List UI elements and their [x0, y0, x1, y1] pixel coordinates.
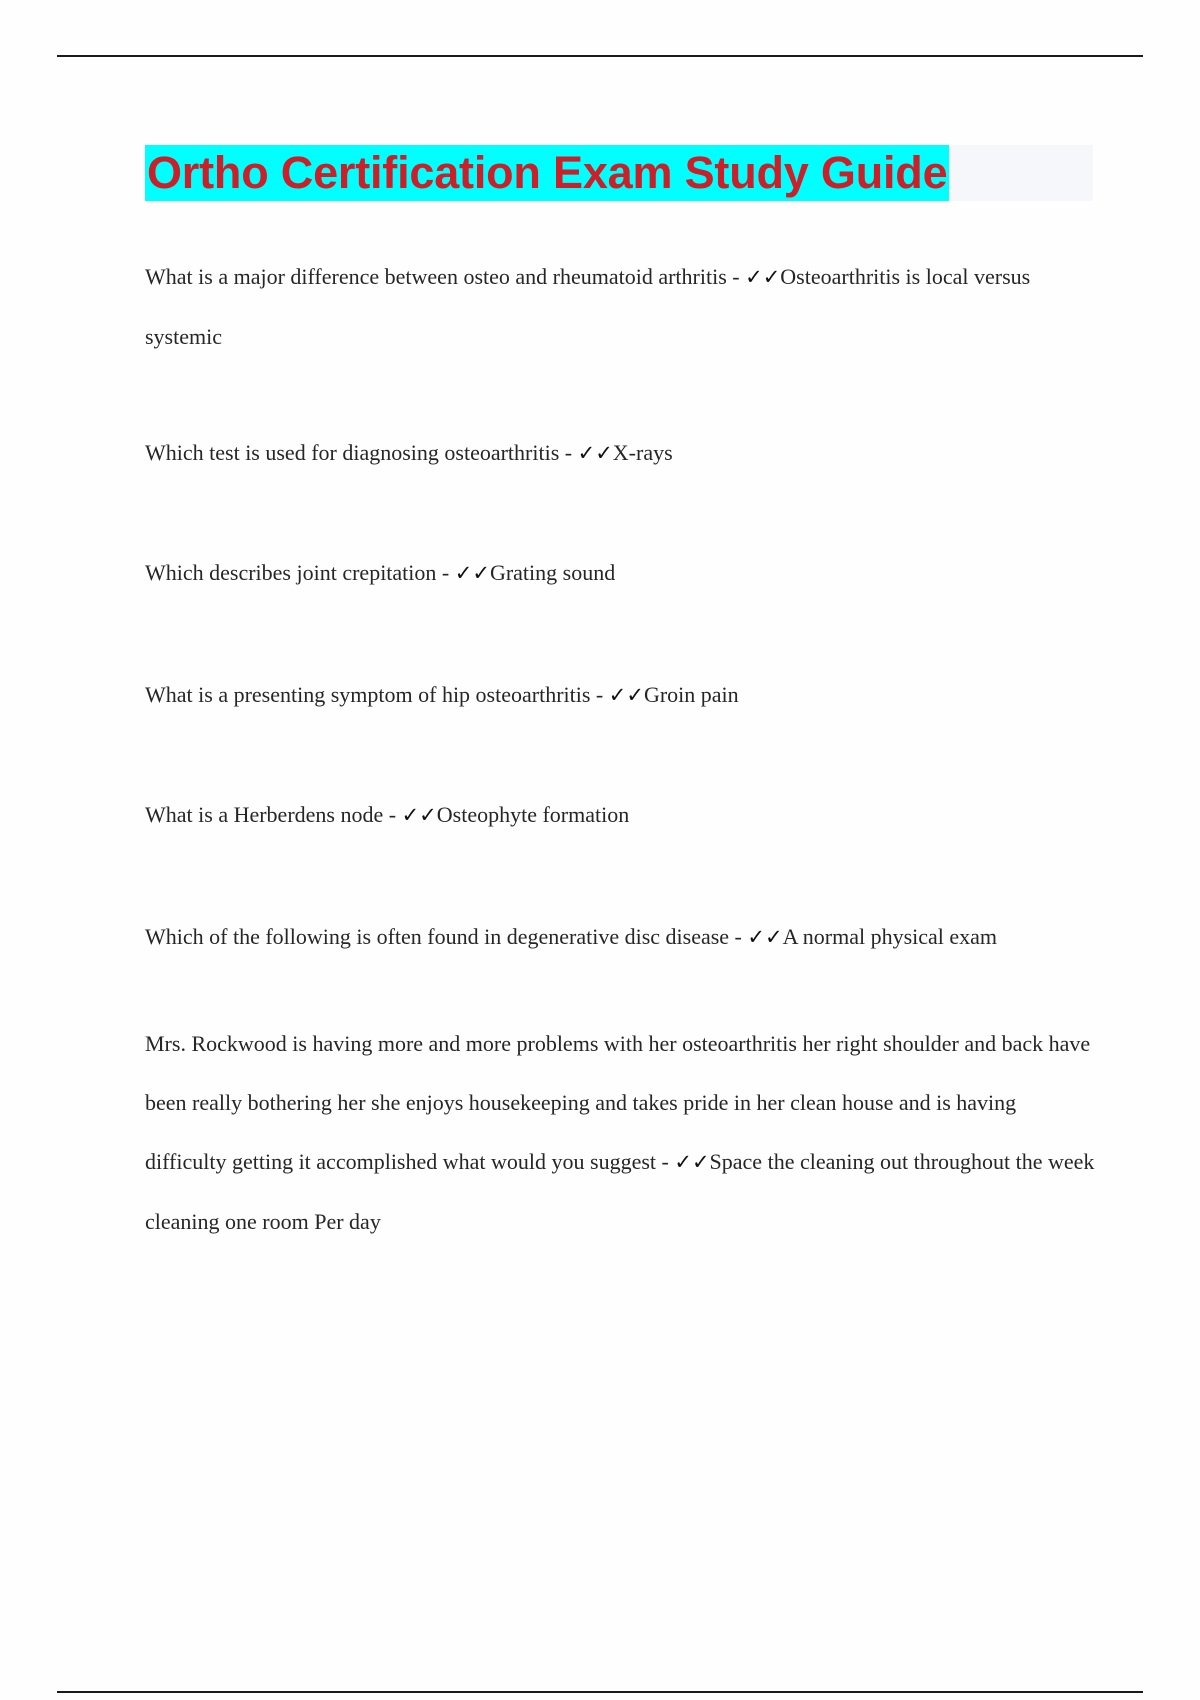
answer-text: A normal physical exam: [782, 924, 998, 949]
check-mark-icon: ✓✓: [608, 683, 644, 707]
document-title: Ortho Certification Exam Study Guide: [145, 145, 949, 201]
qa-item: [145, 665, 1095, 725]
question-text: Mrs. Rockwood is having more and more problems with her osteoarthritis her right shoulder and back have been really bothering her she enjoys housekeeping and takes pride in her clean house and is having difficulty getting it accomplished what would you suggest -: [145, 1031, 1091, 1174]
qa-item: [145, 1014, 1095, 1251]
answer-text: X-rays: [612, 440, 673, 465]
answer-text: Groin pain: [643, 682, 739, 707]
answer-text: Space the cleaning out throughout the week cleaning one room Per day: [145, 1149, 1095, 1234]
answer-text: Osteoarthritis is local versus systemic: [145, 264, 1031, 349]
qa-item: [145, 247, 1095, 366]
question-text: Which describes joint crepitation -: [145, 560, 455, 585]
qa-list: [145, 247, 1095, 1251]
question-text: What is a presenting symptom of hip osteoarthritis -: [145, 682, 609, 707]
qa-item: [145, 543, 1095, 603]
header-rule: [57, 55, 1143, 57]
check-mark-icon: ✓✓: [454, 561, 490, 585]
check-mark-icon: ✓✓: [674, 1150, 710, 1174]
footer-rule: [57, 1691, 1143, 1693]
question-text: Which of the following is often found in degenerative disc disease -: [145, 924, 748, 949]
check-mark-icon: ✓✓: [747, 925, 783, 949]
check-mark-icon: ✓✓: [577, 441, 613, 465]
qa-item: [145, 907, 1095, 967]
qa-item: [145, 785, 1095, 845]
question-text: What is a major difference between osteo and rheumatoid arthritis -: [145, 264, 746, 289]
question-text: Which test is used for diagnosing osteoarthritis -: [145, 440, 578, 465]
answer-text: Osteophyte formation: [436, 802, 630, 827]
check-mark-icon: ✓✓: [745, 265, 781, 289]
qa-item: [145, 423, 1095, 483]
answer-text: Grating sound: [489, 560, 616, 585]
check-mark-icon: ✓✓: [401, 803, 437, 827]
question-text: What is a Herberdens node -: [145, 802, 402, 827]
